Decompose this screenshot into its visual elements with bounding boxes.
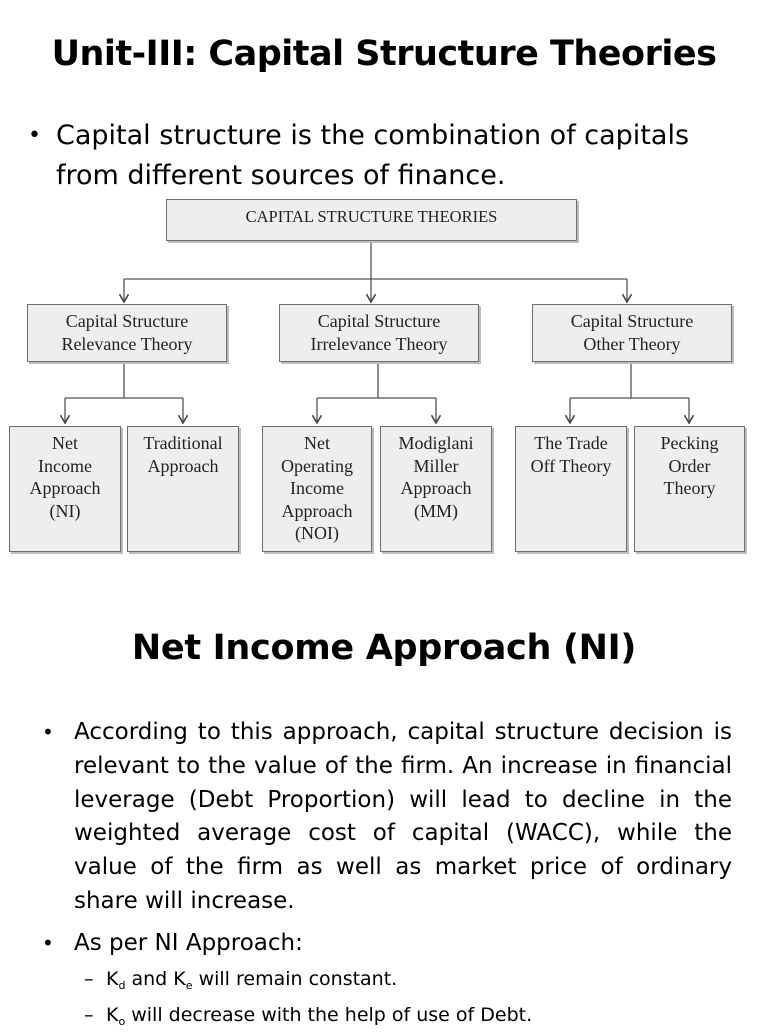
text-fragment: will decrease with the help of use of Debt. [125, 1004, 533, 1026]
theory-box-net-income [9, 426, 121, 552]
theory-label: Income [38, 455, 92, 476]
category-label: Irrelevance Theory [310, 333, 448, 354]
theory-label: Traditional [143, 433, 223, 453]
sub-bullet-constant [84, 966, 397, 999]
theory-label: Approach [400, 478, 472, 498]
theory-label: The Trade [534, 433, 608, 453]
category-relevance-box [27, 304, 227, 362]
theory-box-trade-off [515, 426, 627, 552]
theory-label: Operating [281, 455, 353, 476]
theory-box-pecking-order [634, 426, 745, 552]
category-other-box [532, 304, 732, 362]
category-label: Relevance Theory [61, 333, 193, 354]
category-label: Other Theory [583, 333, 681, 354]
theory-label: Pecking [660, 433, 719, 453]
subscript-d: d [118, 979, 126, 992]
symbol-k: K [106, 1004, 119, 1026]
definition-bullet [42, 716, 732, 919]
theory-label: Net [304, 433, 330, 453]
dash-marker: – [84, 1004, 94, 1026]
theory-label: Net [52, 433, 78, 453]
theory-label: Approach [29, 478, 101, 498]
theory-label: Approach [147, 455, 219, 476]
bullet-dot: • [28, 123, 41, 148]
category-label: Capital Structure [317, 311, 441, 331]
theory-label: Modiglani [398, 433, 474, 453]
theory-label: (NI) [49, 500, 81, 521]
dash-marker: – [84, 968, 94, 990]
theory-label: (MM) [414, 500, 458, 521]
section-title: Net Income Approach (NI) [131, 628, 637, 668]
ni-approach-bullet [42, 926, 732, 960]
definition-text: According to this approach, capital structure decision is relevant to the value of the firm. An increase in financial leverage (Debt Proportion) will lead to decline in the weighted average cost of capital (WACC), while the value of the firm as well as market price of ordinary share will increase. [74, 719, 732, 914]
text-fragment: will remain constant. [192, 968, 398, 990]
theory-label: Off Theory [530, 455, 612, 476]
theory-label: Miller [413, 455, 459, 476]
theory-box-net-operating-income [262, 426, 372, 552]
theory-label: (NOI) [295, 523, 339, 543]
theory-label: Theory [663, 478, 716, 498]
text-fragment: and K [125, 968, 186, 990]
subscript-o: o [118, 1015, 126, 1028]
bullet-dot: • [42, 720, 54, 744]
bullet-dot: • [42, 931, 54, 955]
subscript-e: e [185, 979, 193, 992]
theory-label: Approach [281, 500, 353, 521]
symbol-k: K [106, 968, 119, 990]
slide-title: Unit-III: Capital Structure Theories [51, 34, 717, 74]
intro-bullet-text: Capital structure is the combination of capitals from different sources of finance. [56, 120, 690, 191]
theory-box-modigliani-miller [380, 426, 492, 552]
sub-bullet-decrease [84, 1002, 532, 1035]
category-label: Capital Structure [65, 311, 189, 331]
theory-label: Order [668, 455, 711, 476]
category-label: Capital Structure [570, 311, 694, 331]
ni-approach-text: As per NI Approach: [74, 930, 303, 956]
category-irrelevance-box [279, 304, 479, 362]
diagram-root-box [166, 199, 577, 241]
diagram-root-label: CAPITAL STRUCTURE THEORIES [245, 207, 498, 226]
theory-label: Income [290, 478, 344, 498]
theory-box-traditional [127, 426, 239, 552]
